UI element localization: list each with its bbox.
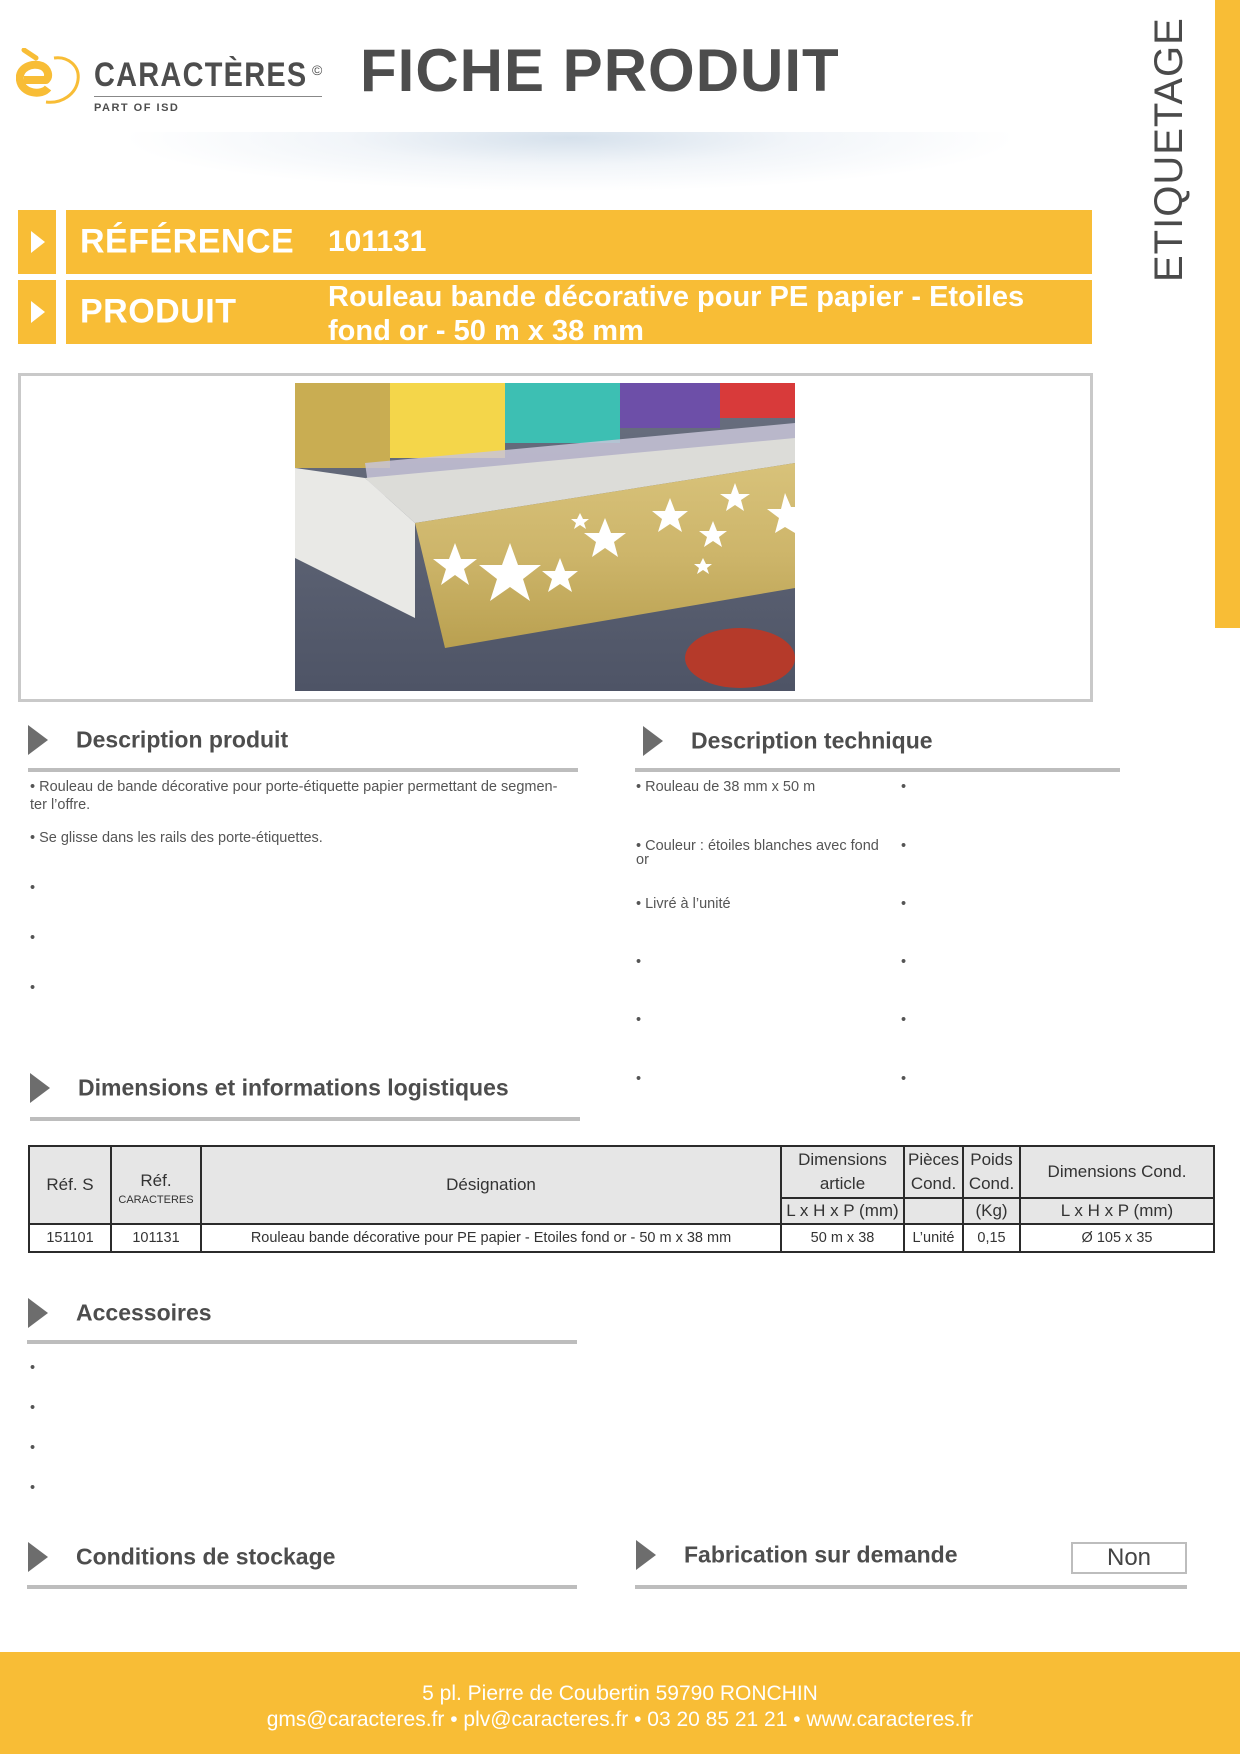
list-item: or <box>636 852 649 868</box>
header-line: Dimensions <box>798 1150 887 1169</box>
play-arrow-icon <box>28 725 48 755</box>
list-item: • <box>901 896 907 912</box>
list-item: • Livré à l’unité <box>636 896 731 912</box>
cell-designation: Rouleau bande décorative pour PE papier - Etoiles fond or - 50 m x 38 mm <box>201 1224 781 1252</box>
product-name <box>328 280 1024 348</box>
list-item: • <box>901 1071 907 1087</box>
footer <box>0 1652 1240 1754</box>
list-item: • Rouleau de 38 mm x 50 m <box>636 779 816 795</box>
section-title: Fabrication sur demande <box>684 1541 958 1568</box>
unit-poids: (Kg) <box>963 1198 1020 1224</box>
category-label <box>1147 17 1191 322</box>
list-item: • <box>636 1012 642 1028</box>
play-arrow-icon <box>643 726 663 756</box>
logo-divider <box>94 96 322 97</box>
list-item: • <box>901 779 907 795</box>
list-item: • <box>30 1360 36 1376</box>
product-image <box>295 383 795 691</box>
product-name-line1: Rouleau bande décorative pour PE papier - Etoiles <box>328 281 1025 313</box>
section-title: Description produit <box>76 726 289 753</box>
header-line: Cond. <box>968 1174 1015 1193</box>
brand-logo <box>16 44 336 114</box>
header-line: Cond. <box>910 1174 957 1193</box>
header-line: Pièces <box>907 1150 960 1169</box>
col-header-ref-s: Réf. S <box>29 1146 111 1224</box>
copyright-mark: © <box>312 62 323 78</box>
list-item: ter l’offre. <box>30 797 91 813</box>
cell-poids: 0,15 <box>963 1224 1020 1252</box>
section-divider <box>28 768 578 772</box>
section-divider <box>27 1340 577 1344</box>
list-item: • <box>30 980 36 996</box>
section-divider <box>27 1585 577 1589</box>
col-header-dim-article <box>781 1146 904 1198</box>
col-header-ref-sub: CARACTERES <box>118 1194 194 1206</box>
list-item: • <box>30 1440 36 1456</box>
table-header-row <box>29 1146 1214 1198</box>
col-header-pieces <box>904 1146 963 1198</box>
list-item: • Couleur : étoiles blanches avec fond <box>636 838 879 854</box>
list-item: • <box>901 838 907 854</box>
logistics-table <box>28 1145 1215 1253</box>
col-header-ref-caracteres <box>111 1146 201 1224</box>
product-bar <box>18 280 1092 347</box>
list-item: • Rouleau de bande décorative pour porte-étiquette papier permettant de segmen- <box>30 779 558 795</box>
cell-dim-cond: Ø 105 x 35 <box>1020 1224 1214 1252</box>
section-header-logistique <box>30 1068 590 1108</box>
cell-dim-article: 50 m x 38 <box>781 1224 904 1252</box>
reference-bar <box>18 210 1092 274</box>
header-line: Poids <box>970 1150 1013 1169</box>
list-item: • <box>636 1071 642 1087</box>
caracteres-logo-icon <box>16 48 82 106</box>
category-text: ETIQUETAGE <box>1147 17 1191 282</box>
col-header-poids <box>963 1146 1020 1198</box>
cell-ref-caracteres: 101131 <box>111 1224 201 1252</box>
list-item: • <box>30 880 36 896</box>
table-row <box>29 1224 1214 1252</box>
reference-label: RÉFÉRENCE <box>80 222 295 261</box>
section-header-fabrication <box>636 1535 1056 1575</box>
play-arrow-icon <box>18 280 56 344</box>
list-item: • <box>636 954 642 970</box>
play-arrow-icon <box>636 1540 656 1570</box>
unit-pieces <box>904 1198 963 1224</box>
section-title: Dimensions et informations logistiques <box>78 1074 509 1101</box>
product-image-frame <box>18 373 1093 702</box>
section-title: Accessoires <box>76 1299 212 1326</box>
col-header-dim-cond: Dimensions Cond. <box>1020 1146 1214 1198</box>
section-divider <box>635 1585 1187 1589</box>
footer-address: 5 pl. Pierre de Coubertin 59790 RONCHIN <box>422 1682 818 1705</box>
footer-contacts: gms@caracteres.fr • plv@caracteres.fr • 03 20 85 21 21 • www.caracteres.fr <box>266 1708 974 1731</box>
section-title: Description technique <box>691 727 933 754</box>
section-header-accessoires <box>28 1293 568 1333</box>
brand-name: CARACTÈRES <box>94 56 308 94</box>
section-divider <box>635 768 1120 772</box>
header-decoration <box>120 132 1020 192</box>
header-line: article <box>819 1174 866 1193</box>
list-item: • <box>30 1400 36 1416</box>
section-title: Conditions de stockage <box>76 1543 336 1570</box>
reference-value: 101131 <box>328 225 427 258</box>
list-item: • Se glisse dans les rails des porte-étiquettes. <box>30 830 323 846</box>
list-item: • <box>901 1012 907 1028</box>
unit-dim-article: L x H x P (mm) <box>781 1198 904 1224</box>
cell-ref-s: 151101 <box>29 1224 111 1252</box>
product-label: PRODUIT <box>80 292 237 331</box>
col-header-ref-label: Réf. <box>140 1171 172 1190</box>
list-item: • <box>30 1480 36 1496</box>
fabrication-value: Non <box>1071 1542 1187 1574</box>
play-arrow-icon <box>28 1542 48 1572</box>
play-arrow-icon <box>18 210 56 274</box>
product-name-line2: fond or - 50 m x 38 mm <box>328 315 644 347</box>
list-item: • <box>901 954 907 970</box>
section-header-description-technique <box>643 721 1183 761</box>
section-divider <box>30 1117 580 1121</box>
page-title: FICHE PRODUIT <box>360 37 840 104</box>
cell-pieces: L’unité <box>904 1224 963 1252</box>
col-header-designation: Désignation <box>201 1146 781 1224</box>
category-accent-bar <box>1215 0 1240 628</box>
list-item: • <box>30 930 36 946</box>
brand-tagline: PART OF ISD <box>94 102 180 114</box>
section-header-stockage <box>28 1537 568 1577</box>
section-header-description-produit <box>28 720 568 760</box>
play-arrow-icon <box>28 1298 48 1328</box>
unit-dim-cond: L x H x P (mm) <box>1020 1198 1214 1224</box>
play-arrow-icon <box>30 1073 50 1103</box>
